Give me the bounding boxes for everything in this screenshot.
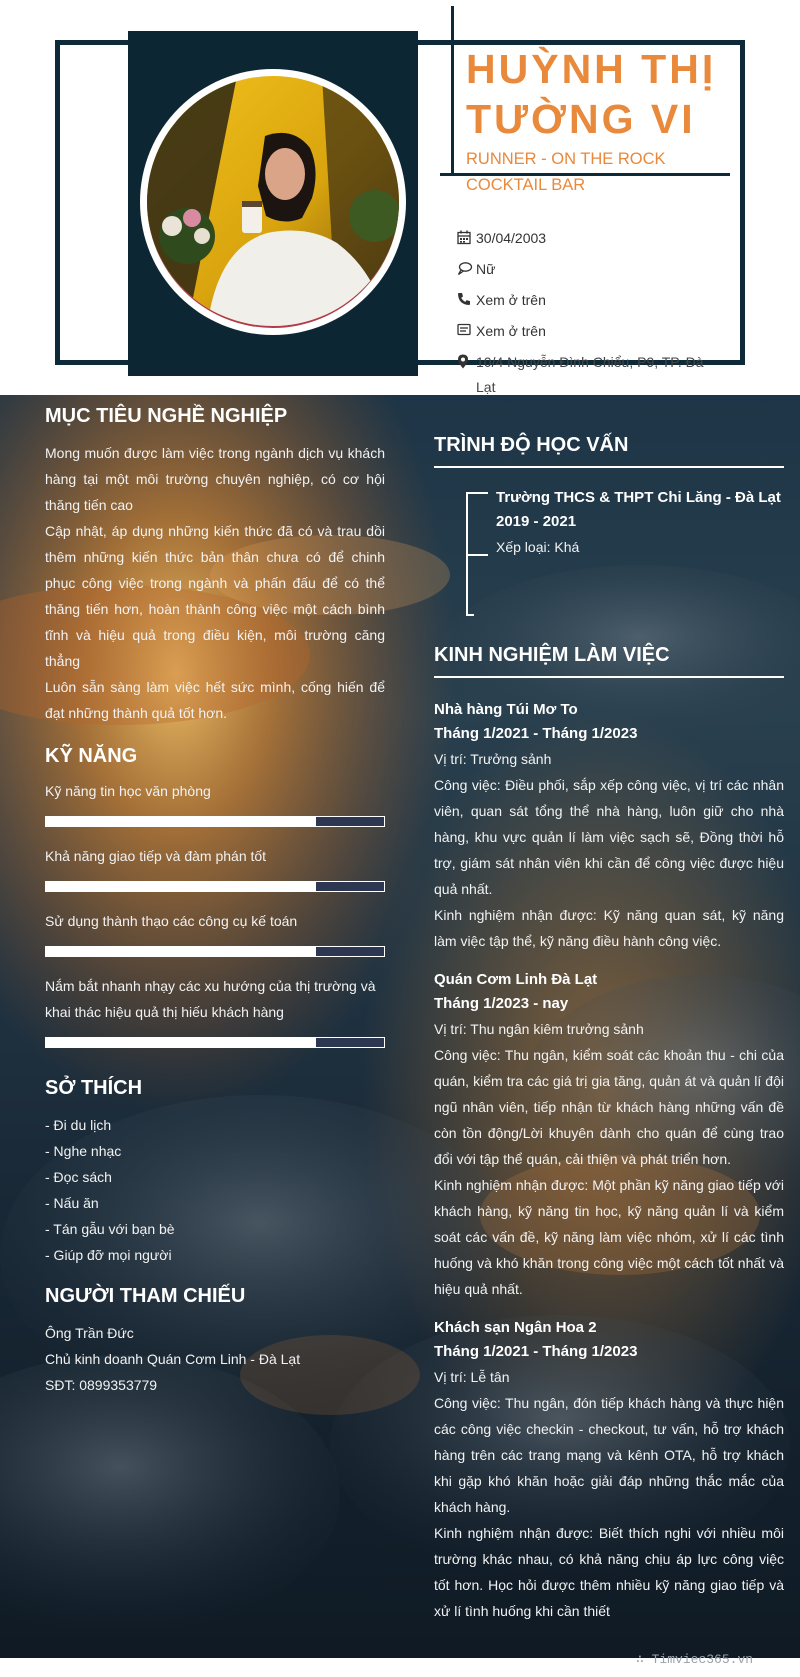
skill-bar xyxy=(45,1037,385,1048)
candidate-name xyxy=(466,44,766,144)
skills-title: KỸ NĂNG xyxy=(45,745,138,767)
timeline-tick xyxy=(466,492,488,494)
cv-header xyxy=(0,0,800,395)
right-column xyxy=(434,430,784,1624)
left-column xyxy=(45,400,385,1398)
work-position: Vị trí: Trưởng sảnh xyxy=(434,751,552,767)
career-goal-paragraph: Luôn sẵn sàng làm việc hết sức mình, cống hiến để đạt những thành quả tốt hơn. xyxy=(45,679,385,721)
avatar xyxy=(147,76,399,328)
hobby-item: - Đi du lịch xyxy=(45,1117,112,1133)
gender-icon xyxy=(457,261,476,279)
experience-entry xyxy=(434,1316,784,1624)
email-icon xyxy=(457,323,476,339)
work-learned: Kinh nghiệm nhận được: Một phần kỹ năng giao tiếp với khách hàng, kỹ năng tin học, kỹ năng quản lí và kiểm soát các vấn đề, kỹ năng làm việc nhóm, xử lí các tình huống và khó khăn trong công việc một cách tốt nhất và hiệu quả nhất. xyxy=(434,1177,784,1297)
avatar-photo xyxy=(147,76,399,328)
timeline-tick xyxy=(466,554,488,556)
hobby-item: - Tán gẫu với bạn bè xyxy=(45,1221,175,1237)
skill-label: Nắm bắt nhanh nhạy các xu hướng của thị trường và khai thác hiệu quả thị hiếu khách hàng xyxy=(45,978,376,1020)
company-name: Nhà hàng Túi Mơ To xyxy=(434,701,578,718)
work-period: Tháng 1/2023 - nay xyxy=(434,995,569,1012)
birthday-text: 30/04/2003 xyxy=(476,230,547,246)
name-line-2: TƯỜNG VI xyxy=(466,96,696,142)
gender-text: Nữ xyxy=(476,261,496,277)
hobby-item: - Nghe nhạc xyxy=(45,1143,122,1159)
skill-item xyxy=(45,973,385,1048)
contact-birthday xyxy=(457,229,717,260)
hobby-item: - Giúp đỡ mọi người xyxy=(45,1247,172,1263)
experience-entry xyxy=(434,968,784,1302)
skill-fill xyxy=(46,1038,316,1047)
vertical-accent-line xyxy=(451,6,454,176)
work-position: Vị trí: Thu ngân kiêm trưởng sảnh xyxy=(434,1021,644,1037)
address-text: 10/4 Nguyễn Đình Chiểu, P9, TP. Đà Lạt xyxy=(476,354,704,395)
work-duties: Công việc: Thu ngân, đón tiếp khách hàng và thực hiện các công việc checkin - checkout, tư vấn, hỗ trợ khách hàng trên các trang mạng và kênh OTA, hỗ trợ khách khi gặp khó khăn hoặc giải đáp những thắc mắc của khách hàng. xyxy=(434,1395,784,1515)
reference-name: Ông Trần Đức xyxy=(45,1325,134,1341)
avatar-ring xyxy=(140,69,406,335)
education-title: TRÌNH ĐỘ HỌC VẤN xyxy=(434,430,784,468)
skill-item xyxy=(45,778,385,827)
work-learned: Kinh nghiệm nhận được: Biết thích nghi với nhiều môi trường khác nhau, có khả năng chịu áp lực công việc tốt hơn. Học hỏi được thêm nhiều kỹ năng giao tiếp và xử lí tình huống khi cần thiết xyxy=(434,1525,784,1619)
contact-address xyxy=(457,353,717,395)
contact-gender xyxy=(457,260,717,291)
career-goal-paragraph: Cập nhật, áp dụng những kiến thức đã có và trau dồi thêm những kiến thức bản thân chưa có để chinh phục công việc trong ngành và phấn đấu để có thể thăng tiến hơn, hoàn thành công việc một cách bình tĩnh và hiệu quả trong điều kiện, môi trường căng thẳng xyxy=(45,523,385,669)
skill-label: Kỹ năng tin học văn phòng xyxy=(45,783,211,799)
experience-title: KINH NGHIỆM LÀM VIỆC xyxy=(434,640,784,678)
hobby-item: - Đọc sách xyxy=(45,1169,112,1185)
work-duties: Công việc: Điều phối, sắp xếp công việc, vị trí các nhân viên, quan sát tổng thể nhà hàng, luôn giữ cho nhà hàng, khu vực quản lí làm việc sạch sẽ, Đồng thời hỗ trợ, giám sát nhân viên khi cần để công việc được hiệu quả nhất. xyxy=(434,777,784,897)
education-grade: Xếp loại: Khá xyxy=(496,539,580,555)
references-title: NGƯỜI THAM CHIẾU xyxy=(45,1285,246,1307)
calendar-icon xyxy=(457,230,476,248)
skill-bar xyxy=(45,816,385,827)
skill-fill xyxy=(46,947,316,956)
reference-role: Chủ kinh doanh Quán Cơm Linh - Đà Lạt xyxy=(45,1351,301,1367)
experience-entry xyxy=(434,698,784,954)
phone-text: Xem ở trên xyxy=(476,292,546,308)
watermark: ∴ Timviec365.vn xyxy=(636,1652,754,1667)
contact-info xyxy=(457,229,717,395)
hobbies-title: SỞ THÍCH xyxy=(45,1077,143,1099)
contact-phone xyxy=(457,291,717,322)
skill-fill xyxy=(46,817,316,826)
skill-fill xyxy=(46,882,316,891)
hobby-item: - Nấu ăn xyxy=(45,1195,99,1211)
work-period: Tháng 1/2021 - Tháng 1/2023 xyxy=(434,1343,638,1360)
company-name: Khách sạn Ngân Hoa 2 xyxy=(434,1319,597,1336)
name-line-1: HUỲNH THỊ xyxy=(466,46,717,92)
job-title: RUNNER - ON THE ROCK COCKTAIL BAR xyxy=(466,150,666,194)
work-duties: Công việc: Thu ngân, kiểm soát các khoản thu - chi của quán, kiểm tra các giá trị gia tăng, quản át và quản lí đội ngũ nhân viên, tiếp nhận từ khách hàng những vấn đề còn tồn động/Lời khuyên dành cho quán để cùng trao đổi với tập thể quán, cải thiện và phát triển hơn. xyxy=(434,1047,784,1167)
skill-label: Khả năng giao tiếp và đàm phán tốt xyxy=(45,848,267,864)
reference-phone: SĐT: 0899353779 xyxy=(45,1377,158,1393)
education-period: 2019 - 2021 xyxy=(496,513,577,530)
career-goal-paragraph: Mong muốn được làm việc trong ngành dịch vụ khách hàng tại một môi trường chuyên nghiệp, có cơ hội thăng tiến cao xyxy=(45,445,385,513)
map-pin-icon xyxy=(457,354,476,372)
work-learned: Kinh nghiệm nhận được: Kỹ năng quan sát, kỹ năng làm việc tập thể, kỹ năng điều hành công việc. xyxy=(434,907,784,949)
skill-item xyxy=(45,908,385,957)
company-name: Quán Cơm Linh Đà Lạt xyxy=(434,971,598,988)
phone-icon xyxy=(457,292,476,309)
education-entry xyxy=(469,486,784,618)
timeline-tick xyxy=(466,614,474,616)
work-period: Tháng 1/2021 - Tháng 1/2023 xyxy=(434,725,638,742)
email-text: Xem ở trên xyxy=(476,323,546,339)
school-name: Trường THCS & THPT Chi Lăng - Đà Lạt xyxy=(496,489,781,506)
work-position: Vị trí: Lễ tân xyxy=(434,1369,510,1385)
skill-label: Sử dụng thành thạo các công cụ kế toán xyxy=(45,913,298,929)
contact-email xyxy=(457,322,717,353)
career-goal-title: MỤC TIÊU NGHỀ NGHIỆP xyxy=(45,405,288,427)
photo-panel xyxy=(128,31,418,376)
skill-item xyxy=(45,843,385,892)
skill-bar xyxy=(45,946,385,957)
skill-bar xyxy=(45,881,385,892)
education-content xyxy=(496,486,784,560)
